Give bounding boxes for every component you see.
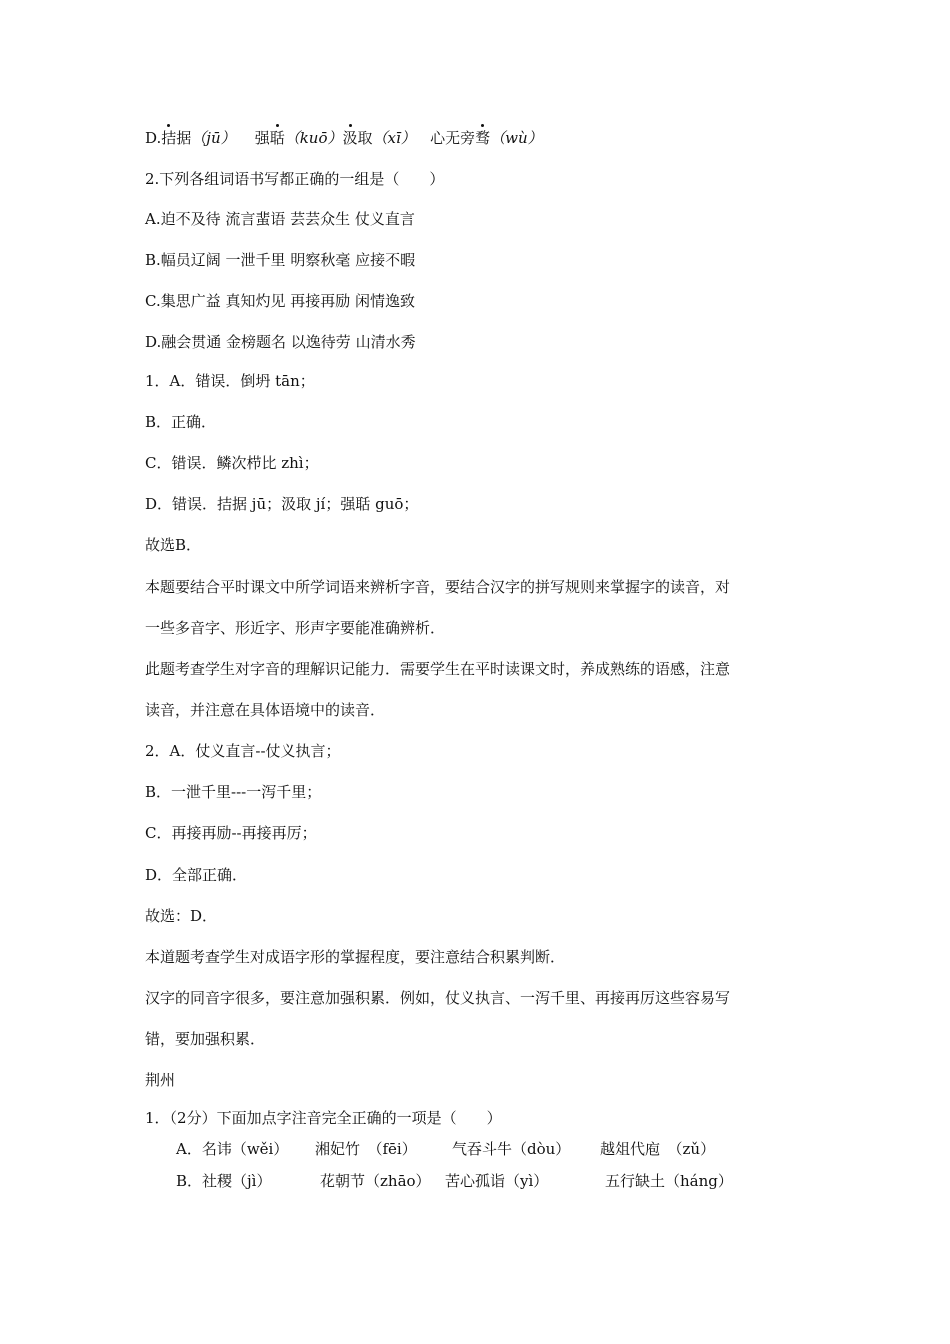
- pinyin: （kuō）: [284, 129, 343, 147]
- word-text: 据: [176, 129, 192, 147]
- q1-option-d: [145, 128, 543, 148]
- pinyin: （wù）: [490, 129, 543, 147]
- option-item: 苦心孤诣（yì）: [445, 1172, 549, 1190]
- dotted-char: 聒: [269, 129, 285, 147]
- word-text: 强: [254, 129, 270, 147]
- word-text: 取: [357, 129, 373, 147]
- option-item: 花朝节（zhāo）: [320, 1172, 431, 1190]
- option-item: 五行缺土（háng）: [605, 1172, 733, 1190]
- q3-stem: 1．（2分）下面加点字注音完全正确的一项是（ ）: [145, 1109, 502, 1127]
- pinyin: （xī）: [372, 129, 416, 147]
- option-item: 气吞斗牛（dòu）: [452, 1140, 571, 1158]
- q2-option-b: B.幅员辽阔 一泄千里 明察秋毫 应接不暇: [145, 251, 416, 269]
- option-item: A．名讳（wěi）: [176, 1140, 289, 1158]
- option-item: 越俎代庖 （zǔ）: [600, 1140, 716, 1158]
- answer2-analysis-line: 本道题考查学生对成语字形的掌握程度，要注意结合积累判断．: [145, 948, 566, 966]
- q3-option-a: [176, 1139, 715, 1159]
- answer2-analysis-line: 错，要加强积累．: [145, 1030, 266, 1048]
- answer2-c: C．再接再励--再接再厉；: [145, 824, 317, 842]
- answer1-d: D．错误．拮据 jū；汲取 jí；强聒 guō；: [145, 495, 419, 513]
- q3-option-b: [176, 1171, 733, 1191]
- answer1-analysis-line: 一些多音字、形近字、形声字要能准确辨析．: [145, 619, 446, 637]
- answer1-analysis-line: 本题要结合平时课文中所学词语来辨析字音，要结合汉字的拼写规则来掌握字的读音，对: [145, 578, 731, 596]
- answer1-conclusion: 故选B．: [145, 536, 202, 554]
- pinyin: （jū）: [191, 129, 236, 147]
- q2-option-a: A.迫不及待 流言蜚语 芸芸众生 仗义直言: [145, 210, 415, 228]
- q2-stem: 2.下列各组词语书写都正确的一组是（ ）: [145, 170, 445, 188]
- answer2-d: D．全部正确．: [145, 866, 248, 884]
- answer2-analysis-line: 汉字的同音字很多，要注意加强积累．例如，仗义执言、一泻千里、再接再厉这些容易写: [145, 989, 731, 1007]
- word-text: 心无旁: [430, 129, 476, 147]
- answer1-b: B．正确．: [145, 413, 217, 431]
- dotted-char: 汲: [342, 129, 358, 147]
- option-item: 湘妃竹 （fēi）: [315, 1140, 417, 1158]
- dotted-char: 骛: [475, 129, 491, 147]
- option-label: D.: [145, 129, 162, 147]
- option-item: B．社稷（jì）: [176, 1172, 272, 1190]
- section-title: 荆州: [145, 1071, 176, 1089]
- answer2-b: B．一泄千里---一泻千里；: [145, 783, 322, 801]
- q2-option-d: D.融会贯通 金榜题名 以逸待劳 山清水秀: [145, 333, 416, 351]
- dotted-char: 拮: [161, 129, 177, 147]
- answer1-c: C．错误．鳞次栉比 zhì；: [145, 454, 319, 472]
- q2-option-c: C.集思广益 真知灼见 再接再励 闲情逸致: [145, 292, 416, 310]
- answer2-a: 2．A．仗义直言--仗义执言；: [145, 742, 341, 760]
- answer1-analysis-line: 此题考查学生对字音的理解识记能力．需要学生在平时读课文时，养成熟练的语感，注意: [145, 660, 731, 678]
- answer1-analysis-line: 读音，并注意在具体语境中的读音．: [145, 701, 386, 719]
- answer2-conclusion: 故选：D．: [145, 907, 218, 925]
- answer1-a: 1．A．错误．倒坍 tān；: [145, 372, 315, 390]
